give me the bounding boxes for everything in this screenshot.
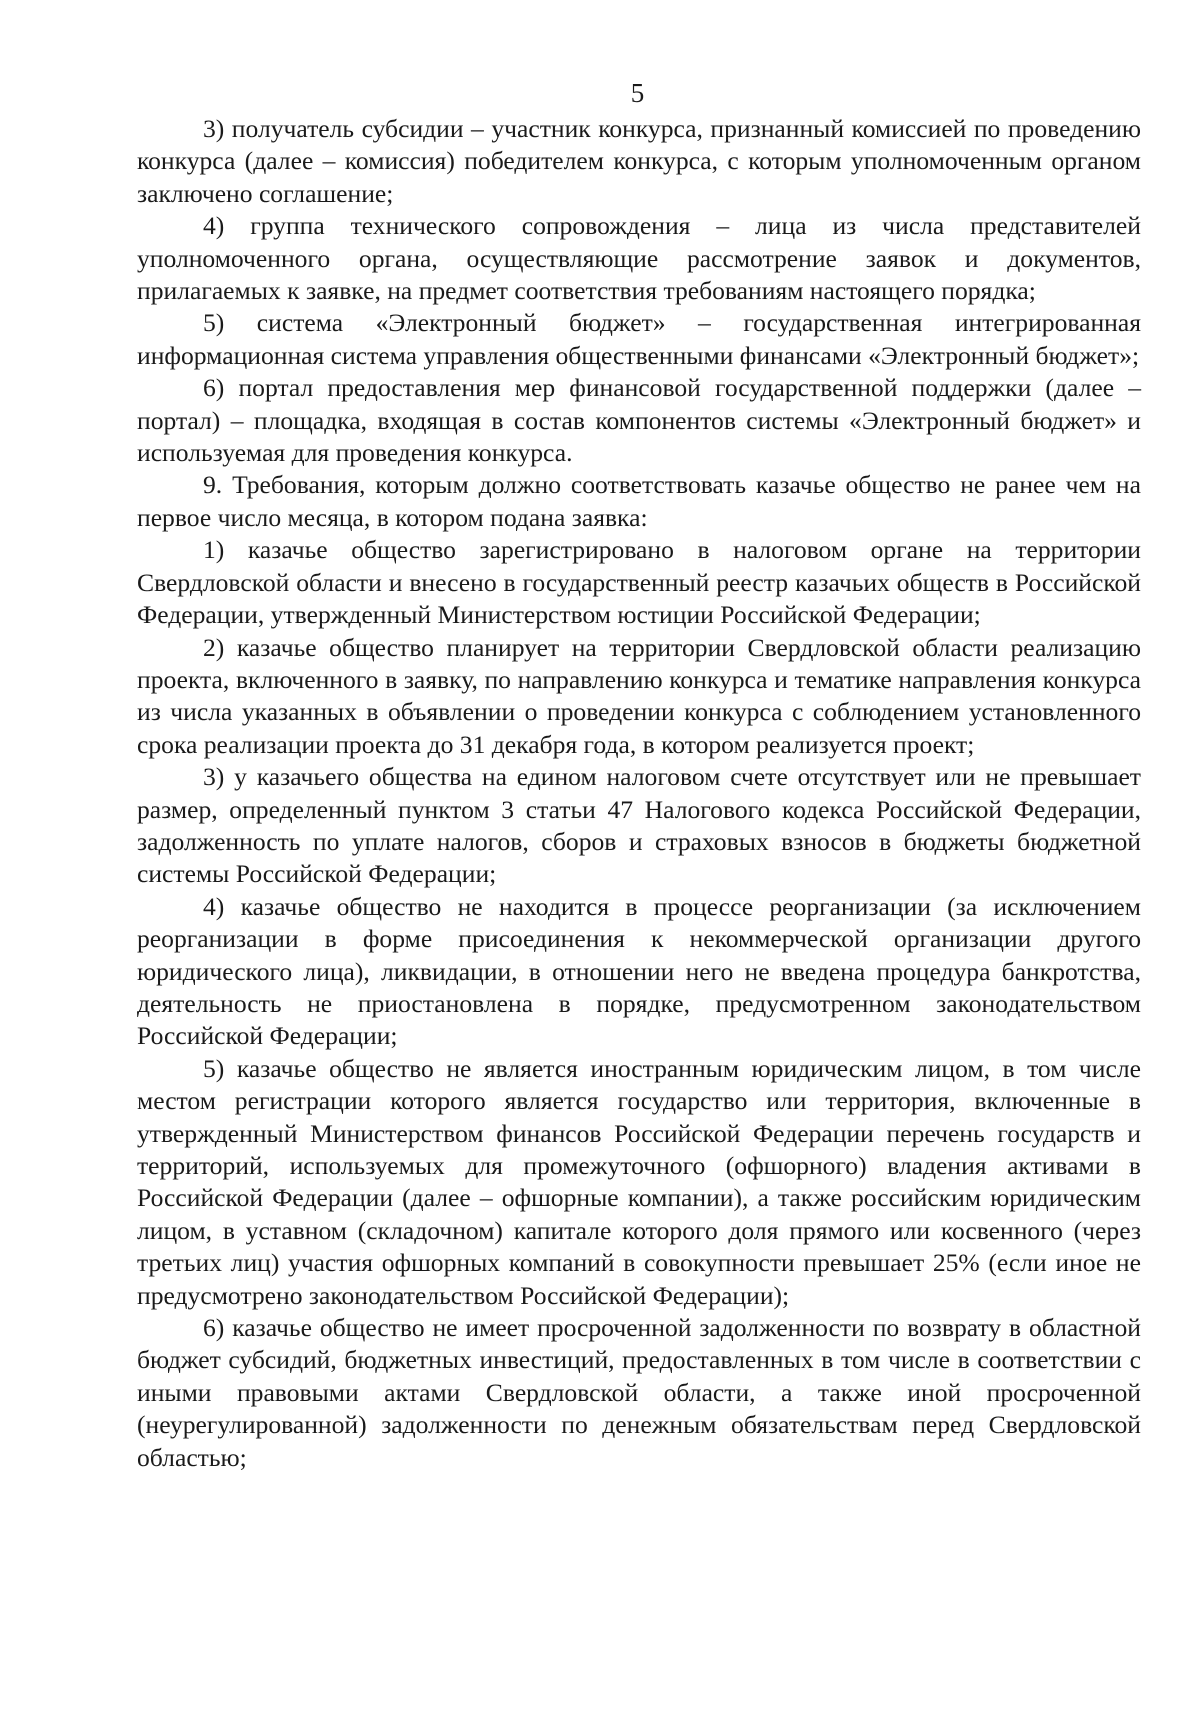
paragraph-item-4-tech-support-group: 4) группа технического сопровождения – лица из числа представителей уполномоченного органа, осуществляющие рассмотрение заявок и документов, прилагаемых к заявке, на предмет соответствия требованиям настоящего порядка; [137,211,1141,306]
document-body [137,113,1141,1474]
paragraph-req-5-foreign-entity: 5) казачье общество не является иностранным юридическим лицом, в том числе местом регистрации которого является государство или территория, включенные в утвержденный Министерством финансов Российской Федерации перечень государств и территорий, используемых для промежуточного (офшорного) владения активами в Российской Федерации (далее – офшорные компании), а также российским юридическим лицом, в уставном (складочном) капитале которого доля прямого или косвенного (через третьих лиц) участия офшорных компаний в совокупности превышает 25% (если иное не предусмотрено законодательством Российской Федерации); [137,1053,1141,1310]
paragraph-req-3-tax-debt: 3) у казачьего общества на едином налоговом счете отсутствует или не превышает размер, определенный пунктом 3 статьи 47 Налогового кодекса Российской Федерации, задолженность по уплате налогов, сборов и страховых взносов в бюджеты бюджетной системы Российской Федерации; [137,762,1141,889]
page-number: 5 [630,78,645,108]
paragraph-req-6-overdue-debt: 6) казачье общество не имеет просроченной задолженности по возврату в областной бюджет субсидий, бюджетных инвестиций, предоставленных в том числе в соответствии с иными правовыми актами Свердловской области, а также иной просроченной (неурегулированной) задолженности по денежным обязательствам перед Свердловской областью; [137,1313,1141,1472]
paragraph-item-6-portal: 6) портал предоставления мер финансовой государственной поддержки (далее – портал) – площадка, входящая в состав компонентов системы «Электронный бюджет» и используемая для проведения конкурса. [137,373,1141,468]
paragraph-req-2-project: 2) казачье общество планирует на территории Свердловской области реализацию проекта, включенного в заявку, по направлению конкурса и тематике направления конкурса из числа указанных в объявлении о проведении конкурса с соблюдением установленного срока реализации проекта до 31 декабря года, в котором реализуется проект; [137,632,1141,759]
paragraph-item-3-recipient: 3) получатель субсидии – участник конкурса, признанный комиссией по проведению конкурса (далее – комиссия) победителем конкурса, с которым уполномоченным органом заключено соглашение; [137,114,1141,208]
paragraph-req-4-reorganization: 4) казачье общество не находится в процессе реорганизации (за исключением реорганизации в форме присоединения к некоммерческой организации другого юридического лица), ликвидации, в отношении него не введена процедура банкротства, деятельность не приостановлена в порядке, предусмотренном законодательством Российской Федерации; [137,891,1141,1051]
paragraph-item-5-electronic-budget: 5) система «Электронный бюджет» – государственная интегрированная информационная система управления общественными финансами «Электронный бюджет»; [137,308,1141,370]
paragraph-section-9-requirements: 9. Требования, которым должно соответствовать казачье общество не ранее чем на первое число месяца, в котором подана заявка: [137,470,1141,532]
paragraph-req-1-registration: 1) казачье общество зарегистрировано в налоговом органе на территории Свердловской области и внесено в государственный реестр казачьих обществ в Российской Федерации, утвержденный Министерством юстиции Российской Федерации; [137,535,1141,630]
